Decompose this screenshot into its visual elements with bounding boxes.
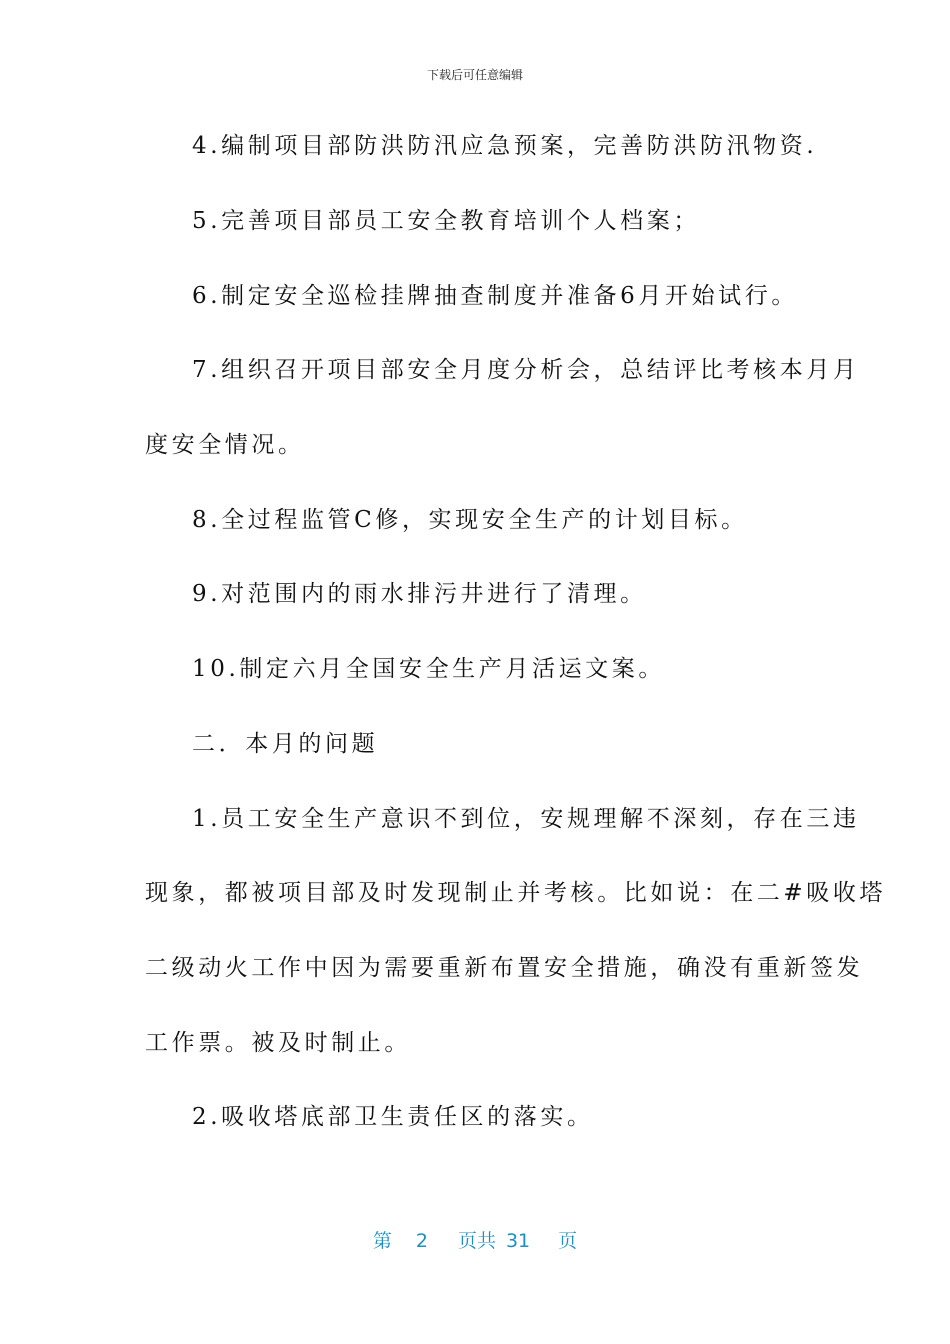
paragraph-line: 4.编制项目部防洪防汛应急预案，完善防洪防汛物资. <box>192 133 818 159</box>
paragraph-line: 现象，都被项目部及时发现制止并考核。比如说：在二#吸收塔 <box>145 880 887 906</box>
page-footer <box>0 1226 950 1253</box>
paragraph-line: 10.制定六月全国安全生产月活运文案。 <box>192 656 665 682</box>
footer-middle: 页共 <box>457 1230 496 1252</box>
footer-suffix: 页 <box>558 1230 578 1252</box>
paragraph-line: 度安全情况。 <box>145 432 305 458</box>
paragraph-line: 6.制定安全巡检挂牌抽查制度并准备6月开始试行。 <box>192 283 798 309</box>
paragraph-line: 9.对范围内的雨水排污井进行了清理。 <box>192 581 647 607</box>
paragraph-line: 2.吸收塔底部卫生责任区的落实。 <box>192 1104 594 1130</box>
paragraph-line: 5.完善项目部员工安全教育培训个人档案； <box>192 208 700 234</box>
total-pages-number: 31 <box>505 1230 531 1252</box>
paragraph-line: 7.组织召开项目部安全月度分析会，总结评比考核本月月 <box>192 357 860 383</box>
footer-prefix: 第 <box>372 1230 392 1252</box>
page-header: 下载后可任意编辑 <box>426 68 523 82</box>
current-page-number: 2 <box>415 1230 428 1252</box>
paragraph-line: 二级动火工作中因为需要重新布置安全措施，确没有重新签发 <box>145 955 864 981</box>
section-heading: 二．本月的问题 <box>192 731 379 757</box>
paragraph-line: 8.全过程监管C修，实现安全生产的计划目标。 <box>192 507 748 533</box>
paragraph-line: 1.员工安全生产意识不到位，安规理解不深刻，存在三违 <box>192 806 860 832</box>
paragraph-line: 工作票。被及时制止。 <box>145 1030 411 1056</box>
